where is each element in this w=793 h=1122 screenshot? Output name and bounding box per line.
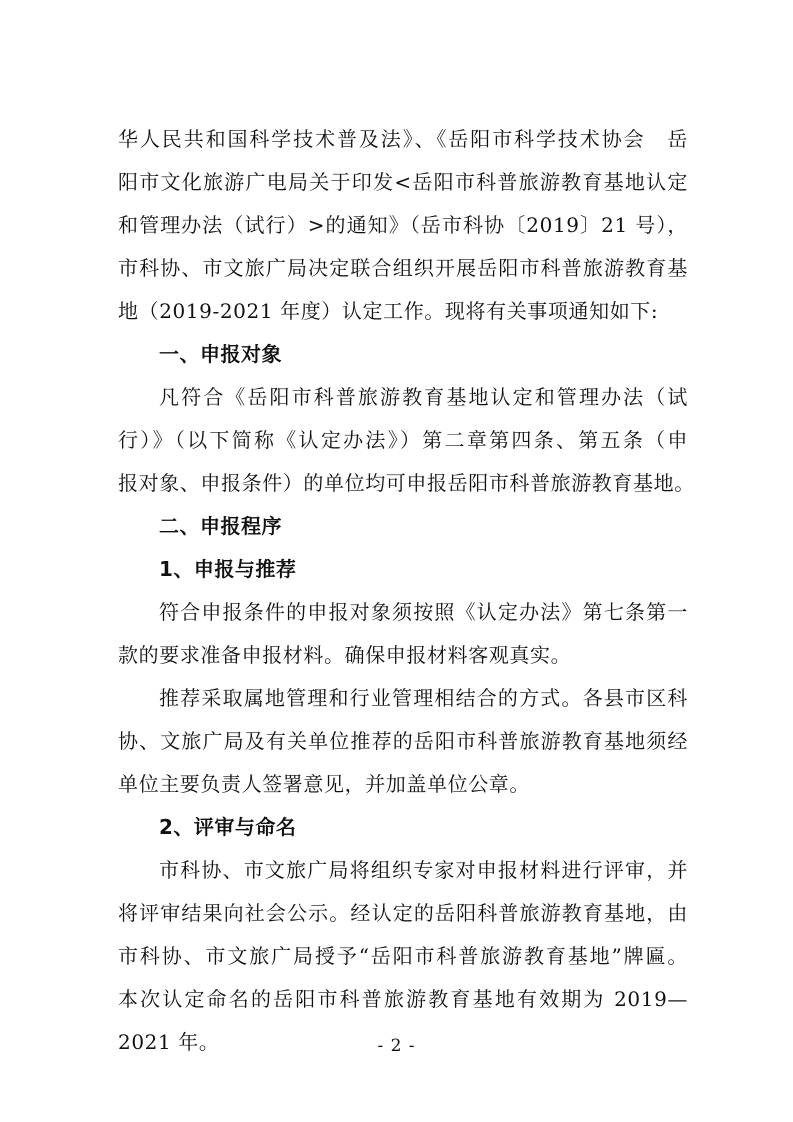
paragraph-line: 行）》（以下简称《认定办法》）第二章第四条、第五条（申 — [118, 428, 688, 452]
page-number: - 2 - — [377, 1036, 416, 1056]
paragraph-line: 报对象、申报条件）的单位均可申报岳阳市科普旅游教育基地。 — [118, 471, 695, 495]
paragraph-line: 符合申报条件的申报对象须按照《认定办法》第七条第一 — [159, 600, 688, 624]
section-heading-applicants: 一、申报对象 — [159, 342, 282, 366]
application-paragraph-1 — [118, 591, 688, 677]
paragraph-line: 和管理办法（试行）>的通知》（岳市科协〔2019〕21 号）， — [118, 213, 688, 237]
paragraph-line: 将评审结果向社会公示。经认定的岳阳科普旅游教育基地，由 — [118, 901, 688, 925]
intro-paragraph — [118, 118, 688, 333]
paragraph-line: 地（2019-2021 年度）认定工作。现将有关事项通知如下: — [118, 299, 659, 323]
paragraph-line: 款的要求准备申报材料。确保申报材料客观真实。 — [118, 643, 572, 667]
paragraph-line: 阳市文化旅游广电局关于印发<岳阳市科普旅游教育基地认定 — [118, 170, 688, 194]
paragraph-line: 单位主要负责人签署意见，并加盖单位公章。 — [118, 772, 530, 796]
paragraph-line: 协、文旅广局及有关单位推荐的岳阳市科普旅游教育基地须经 — [118, 729, 688, 753]
paragraph-line: 华人民共和国科学技术普及法》、《岳阳市科学技术协会 岳 — [118, 127, 688, 151]
application-paragraph-2 — [118, 677, 688, 806]
paragraph-line: 2021 年。 — [118, 1030, 220, 1054]
paragraph-line: 凡符合《岳阳市科普旅游教育基地认定和管理办法（试 — [159, 385, 688, 409]
paragraph-line: 推荐采取属地管理和行业管理相结合的方式。各县市区科 — [159, 686, 688, 710]
paragraph-line: 市科协、市文旅广局授予“岳阳市科普旅游教育基地”牌匾。 — [118, 944, 688, 968]
review-paragraph — [118, 849, 688, 1064]
subsection-heading-application: 1、申报与推荐 — [159, 557, 297, 581]
document-body — [118, 118, 695, 1064]
section-applicants-paragraph — [118, 376, 695, 505]
paragraph-line: 本次认定命名的岳阳市科普旅游教育基地有效期为 2019— — [118, 987, 688, 1011]
paragraph-line: 市科协、市文旅广局将组织专家对申报材料进行评审，并 — [159, 858, 688, 882]
paragraph-line: 市科协、市文旅广局决定联合组织开展岳阳市科普旅游教育基 — [118, 256, 688, 280]
section-heading-procedure: 二、申报程序 — [159, 514, 282, 538]
subsection-heading-review: 2、评审与命名 — [159, 815, 297, 839]
